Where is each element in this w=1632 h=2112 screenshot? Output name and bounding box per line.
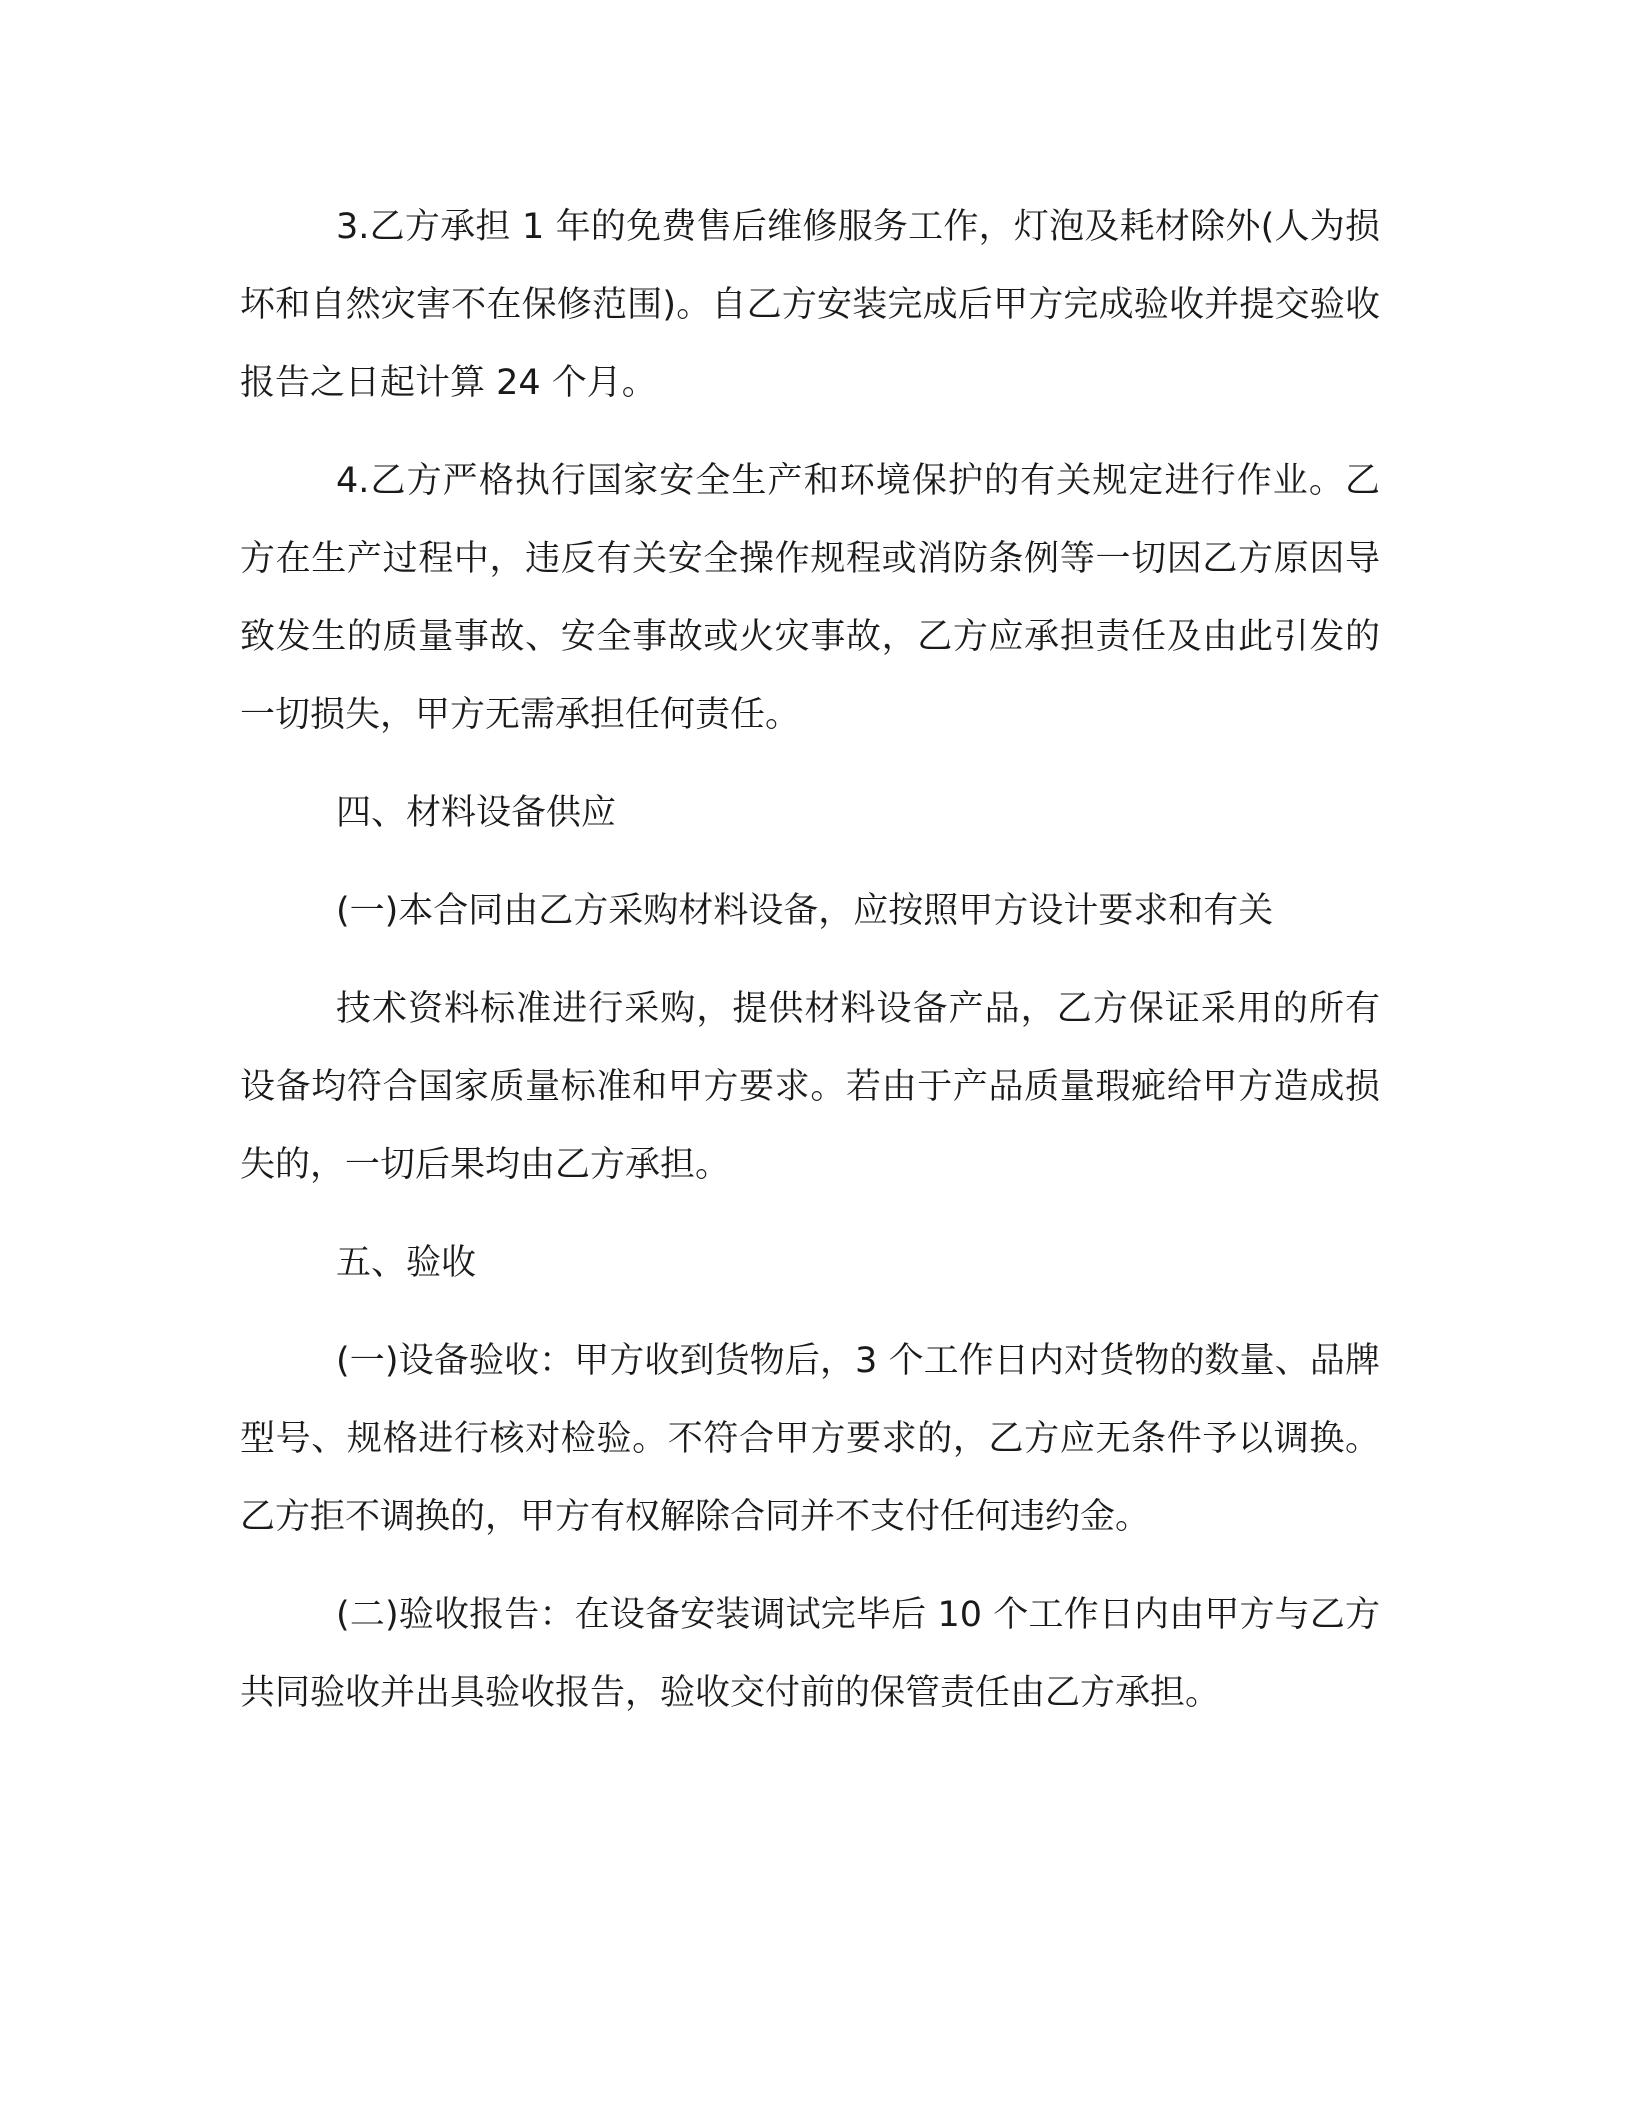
clause-4-safety: 4.乙方严格执行国家安全生产和环境保护的有关规定进行作业。乙方在生产过程中，违反有关安全操作规程或消防条例等一切因乙方原因导致发生的质量事故、安全事故或火灾事故，乙方应承担责任及由此引发的一切损失，甲方无需承担任何责任。 bbox=[240, 461, 1380, 735]
section-heading-materials: 四、材料设备供应 bbox=[336, 793, 617, 833]
materials-clause-1: (一)本合同由乙方采购材料设备，应按照甲方设计要求和有关 bbox=[336, 891, 1274, 931]
materials-clause-1-continued: 技术资料标准进行采购，提供材料设备产品，乙方保证采用的所有设备均符合国家质量标准和甲方要求。若由于产品质量瑕疵给甲方造成损失的，一切后果均由乙方承担。 bbox=[240, 989, 1380, 1185]
clause-3-warranty: 3.乙方承担 1 年的免费售后维修服务工作，灯泡及耗材除外(人为损坏和自然灾害不在保修范围)。自乙方安装完成后甲方完成验收并提交验收报告之日起计算 24 个月。 bbox=[240, 207, 1380, 403]
acceptance-clause-1: (一)设备验收：甲方收到货物后，3 个工作日内对货物的数量、品牌型号、规格进行核对检验。不符合甲方要求的，乙方应无条件予以调换。乙方拒不调换的，甲方有权解除合同并不支付任何违约金。 bbox=[240, 1341, 1380, 1537]
section-heading-acceptance: 五、验收 bbox=[336, 1243, 477, 1283]
document-body bbox=[240, 188, 1380, 1732]
acceptance-clause-2: (二)验收报告：在设备安装调试完毕后 10 个工作日内由甲方与乙方共同验收并出具验收报告，验收交付前的保管责任由乙方承担。 bbox=[240, 1595, 1380, 1713]
